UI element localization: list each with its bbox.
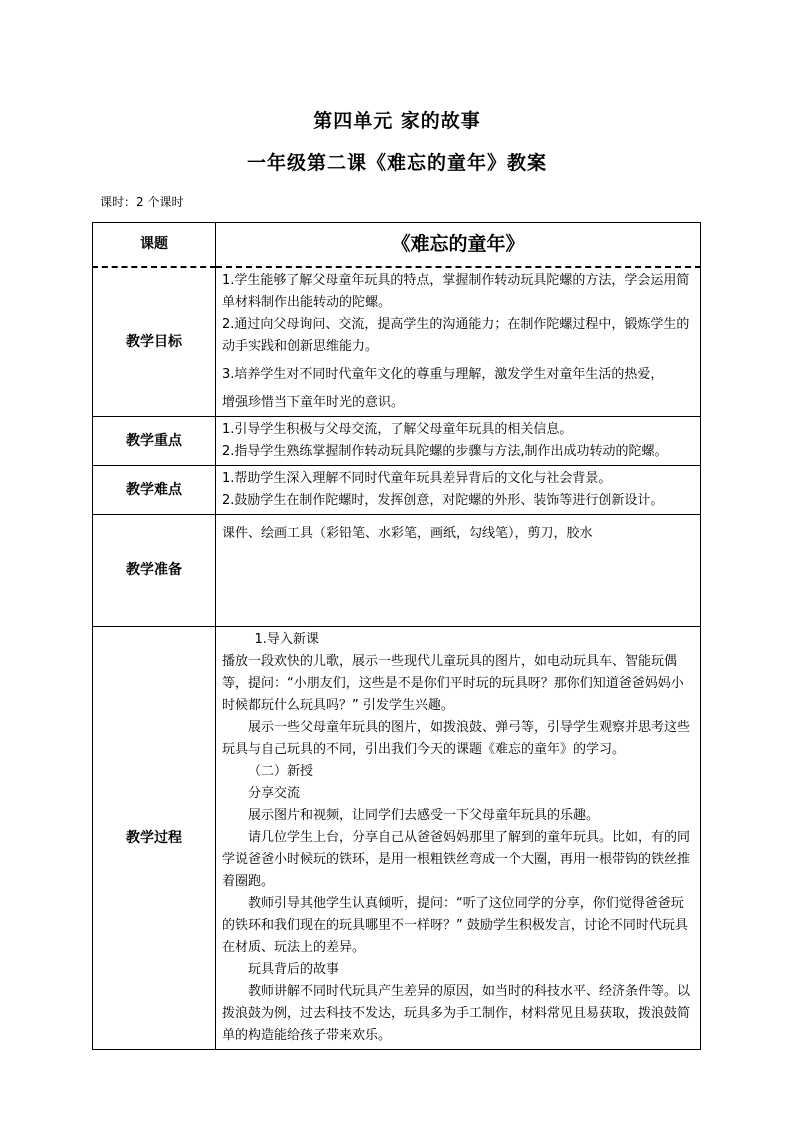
goal-item: 2.通过向父母询问、交流，提高学生的沟通能力；在制作陀螺过程中，锻炼学生的动手实践和创新思维能力。 (222, 316, 690, 354)
process-paragraph: 请几位学生上台，分享自己从爸爸妈妈那里了解到的童年玩具。比如，有的同学说爸爸小时候玩的铁环，是用一根粗铁丝弯成一个大圈，再用一根带钩的铁丝推着圈跑。 (222, 829, 691, 889)
process-label: 教学过程 (93, 626, 216, 1049)
process-paragraph: 教师讲解不同时代玩具产生差异的原因，如当时的科技水平、经济条件等。以拨浪鼓为例，过去科技不发达，玩具多为手工制作，材料常见且易获取，拨浪鼓简单的构造能给孩子带来欢乐。 (222, 983, 691, 1043)
difficulty-item: 2.鼓励学生在制作陀螺时，发挥创意，对陀螺的外形、装饰等进行创新设计。 (222, 492, 664, 508)
preparation-content (216, 514, 701, 626)
goals-row (93, 267, 701, 417)
topic-value: 《难忘的童年》 (216, 223, 701, 267)
difficulties-label: 教学难点 (93, 465, 216, 514)
goals-label: 教学目标 (93, 267, 216, 417)
goals-content (216, 267, 701, 417)
lesson-plan-table (92, 222, 701, 1050)
key-points-row (93, 416, 701, 465)
difficulties-content (216, 465, 701, 514)
unit-title: 第四单元 家的故事 (313, 110, 481, 132)
key-points-content (216, 416, 701, 465)
key-points-label: 教学重点 (93, 416, 216, 465)
lesson-plan-title: 一年级第二课《难忘的童年》教案 (246, 152, 547, 174)
process-heading: 分享交流 (248, 785, 301, 801)
process-paragraph: 展示一些父母童年玩具的图片，如拨浪鼓、弹弓等，引导学生观察并思考这些玩具与自己玩具的不同，引出我们今天的课题《难忘的童年》的学习。 (222, 719, 691, 757)
process-content (216, 626, 701, 1049)
goal-item: 1.学生能够了解父母童年玩具的特点，掌握制作转动玩具陀螺的方法，学会运用简单材料制作出能转动的陀螺。 (222, 272, 690, 310)
process-heading: （二）新授 (248, 763, 314, 779)
preparation-label: 教学准备 (93, 514, 216, 626)
preparation-row (93, 514, 701, 626)
process-paragraph: 播放一段欢快的儿歌，展示一些现代儿童玩具的图片，如电动玩具车、智能玩偶等，提问：“小朋友们，这些是不是你们平时玩的玩具呀？那你们知道爸爸妈妈小时候都玩什么玩具吗？” 引发学生兴趣。 (222, 653, 684, 713)
process-paragraph: 教师引导其他学生认真倾听，提问：“听了这位同学的分享，你们觉得爸爸玩的铁环和我们现在的玩具哪里不一样呀？” 鼓励学生积极发言，讨论不同时代玩具在材质、玩法上的差异。 (222, 895, 688, 955)
preparation-text: 课件、绘画工具（彩铅笔、水彩笔，画纸，勾线笔），剪刀，胶水 (222, 525, 593, 541)
difficulty-item: 1.帮助学生深入理解不同时代童年玩具差异背后的文化与社会背景。 (222, 470, 612, 486)
process-row (93, 626, 701, 1049)
goal-item: 3.培养学生对不同时代童年文化的尊重与理解，激发学生对童年生活的热爱， (222, 366, 664, 382)
difficulties-row (93, 465, 701, 514)
key-point-item: 2.指导学生熟练掌握制作转动玩具陀螺的步骤与方法,制作出成功转动的陀螺。 (222, 443, 668, 459)
process-heading: 玩具背后的故事 (248, 961, 340, 977)
class-hours: 课时：2 个课时 (100, 195, 184, 209)
process-paragraph: 展示图片和视频，让同学们去感受一下父母童年玩具的乐趣。 (248, 807, 600, 823)
topic-label: 课题 (93, 223, 216, 267)
key-point-item: 1.引导学生积极与父母交流，了解父母童年玩具的相关信息。 (222, 421, 573, 437)
process-heading: 1.导入新课 (254, 631, 319, 647)
topic-row (93, 223, 701, 267)
goal-item: 增强珍惜当下童年时光的意识。 (222, 394, 405, 410)
